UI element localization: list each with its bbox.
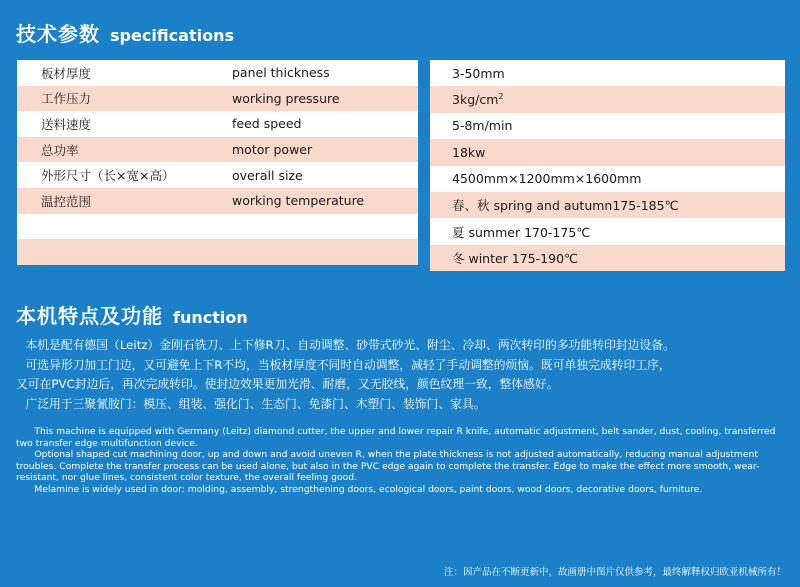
paragraph: 可选异形刀加工门边，又可避免上下R不均，当板材厚度不同时自动调整，减轻了手动调整的烦恼。既可单独完成转印工序，: [25, 357, 671, 372]
spec-value: $3kg/cm^2$: [452, 92, 504, 108]
function-heading: [16, 300, 248, 329]
spec-table-right: [430, 60, 785, 271]
spec-value: 3-50mm: [452, 65, 505, 81]
spec-label-cn: 板材厚度: [41, 65, 92, 81]
spec-value-row: [430, 86, 785, 112]
spec-label-en: feed speed: [232, 116, 302, 132]
spec-value: 冬 winter 175-190℃: [452, 250, 579, 266]
spec-value-row: [430, 192, 785, 218]
spec-row: [17, 239, 418, 265]
spec-row: [17, 137, 418, 163]
spec-value: 18kw: [452, 144, 486, 160]
spec-label-en: overall size: [232, 167, 303, 183]
paragraph: 广泛用于三聚氰胺门：模压、组装、强化门、生态门、免漆门、木塑门、装饰门、家具。: [25, 396, 486, 411]
paragraph: 又可在PVC封边后，再次完成转印。使封边效果更加光滑、耐磨，又无胶线，颜色纹理一致，整体感好。: [16, 377, 559, 391]
spec-row: [17, 111, 418, 137]
func-title-en: function: [173, 308, 248, 327]
specifications-heading: [16, 18, 234, 47]
spec-value-row: [430, 113, 785, 139]
spec-row: [17, 214, 418, 240]
spec-label-en: working temperature: [232, 193, 365, 209]
paragraph: Melamine is widely used in door: molding, assembly, strengthening doors, ecological doors, paint doors, wood doors, decorative doors, furniture.: [34, 483, 703, 495]
spec-label-en: panel thickness: [232, 65, 330, 81]
spec-label-cn: 送料速度: [41, 116, 92, 132]
func-title-cn: 本机特点及功能: [16, 304, 163, 328]
paragraph: 本机是配有德国（Leitz）金刚石铣刀、上下修R刀、自动调整、砂带式砂光、附尘、冷却、两次转印的多功能转印封边设备。: [25, 338, 675, 352]
spec-value-row: [430, 218, 785, 244]
spec-label-en: motor power: [232, 142, 313, 158]
spec-label-cn: 总功率: [41, 142, 79, 158]
spec-label-cn: 工作压力: [41, 91, 92, 107]
spec-table-left: [17, 60, 418, 271]
spec-row: [17, 162, 418, 188]
spec-title-en: specifications: [110, 26, 234, 45]
spec-value-row: [430, 245, 785, 271]
function-description-en: [16, 426, 786, 496]
spec-row: [17, 188, 418, 214]
paragraph: This machine is equipped with Germany (Leitz) diamond cutter, the upper and lower repair R knife, automatic adjustment, belt sander, dust, cooling, transferred two transfer edge multifunction device.: [16, 426, 776, 449]
paragraph: Optional shaped cut machining door, up and down and avoid uneven R, when the plate thickness is not adjusted automatically, reducing manual adjustment troubles. Complete the transfer process can be used alone, but also in the PVC edge again to complete the transfer. Edge to make the effect more smooth, wear-resistant, nor glue lines, consistent color texture, the overall feeling good.: [16, 449, 760, 484]
function-description-cn: [16, 336, 786, 414]
spec-value: 夏 summer 170-175℃: [452, 224, 591, 240]
spec-title-cn: 技术参数: [16, 22, 100, 46]
spec-value-row: [430, 166, 785, 192]
footnote: 注：因产品在不断更新中，故画册中图片仅供参考，最终解释权归欧亚机械所有！: [443, 567, 786, 578]
spec-value-row: [430, 60, 785, 86]
spec-label-cn: 外形尺寸（长×宽×高）: [41, 168, 175, 184]
spec-label-en: working pressure: [232, 90, 340, 106]
spec-label-cn: 温控范围: [41, 193, 92, 209]
spec-value: 春、秋 spring and autumn175-185℃: [452, 198, 679, 214]
spec-row: [17, 86, 418, 112]
spec-value-row: [430, 139, 785, 165]
spec-value: 4500mm×1200mm×1600mm: [452, 171, 642, 187]
spec-row: [17, 60, 418, 86]
spec-value: 5-8m/min: [452, 118, 513, 134]
